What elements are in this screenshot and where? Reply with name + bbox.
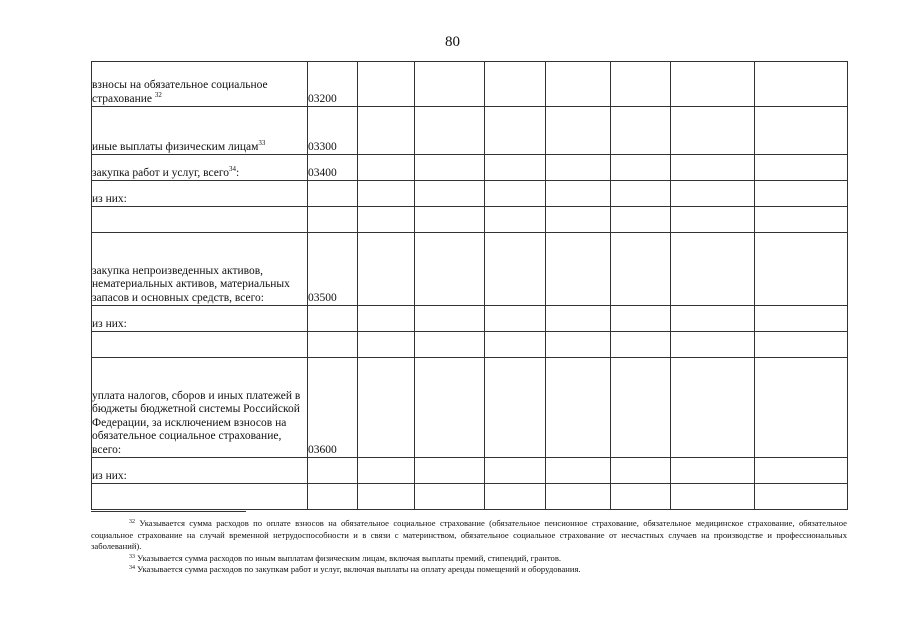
row-label	[92, 155, 308, 181]
value-cell	[671, 458, 755, 484]
value-cell	[485, 181, 546, 207]
value-cell	[755, 233, 848, 306]
value-cell	[671, 233, 755, 306]
row-label	[92, 207, 308, 233]
row-code	[308, 181, 358, 207]
row-code	[308, 332, 358, 358]
value-cell	[546, 181, 611, 207]
table-row	[92, 62, 848, 107]
value-cell	[415, 62, 485, 107]
value-cell	[611, 306, 671, 332]
value-cell	[755, 207, 848, 233]
value-cell	[671, 181, 755, 207]
table-row	[92, 233, 848, 306]
row-subheading	[92, 458, 308, 484]
value-cell	[755, 484, 848, 510]
value-cell	[358, 207, 415, 233]
table-row	[92, 207, 848, 233]
footnote	[91, 553, 847, 565]
value-cell	[485, 484, 546, 510]
value-cell	[671, 62, 755, 107]
value-cell	[358, 332, 415, 358]
row-label-text: из них:	[92, 469, 127, 482]
value-cell	[671, 155, 755, 181]
value-cell	[755, 332, 848, 358]
value-cell	[755, 358, 848, 458]
value-cell	[755, 306, 848, 332]
row-label	[92, 233, 308, 306]
value-cell	[415, 181, 485, 207]
value-cell	[546, 207, 611, 233]
value-cell	[546, 484, 611, 510]
value-cell	[611, 207, 671, 233]
table-row	[92, 107, 848, 155]
row-label-text: закупка непроизведенных активов, нематериальных активов, материальных запасов и основных средств, всего:	[92, 264, 290, 304]
value-cell	[485, 155, 546, 181]
row-label	[92, 107, 308, 155]
row-label-text: закупка работ и услуг, всего	[92, 166, 230, 179]
table-row	[92, 155, 848, 181]
value-cell	[358, 181, 415, 207]
value-cell	[671, 107, 755, 155]
value-cell	[671, 207, 755, 233]
value-cell	[358, 62, 415, 107]
value-cell	[485, 207, 546, 233]
value-cell	[358, 306, 415, 332]
row-subheading	[92, 181, 308, 207]
value-cell	[415, 458, 485, 484]
value-cell	[485, 358, 546, 458]
footnote	[91, 564, 847, 576]
value-cell	[358, 358, 415, 458]
value-cell	[358, 155, 415, 181]
page-number: 80	[445, 34, 460, 50]
row-label	[92, 62, 308, 107]
value-cell	[755, 107, 848, 155]
value-cell	[546, 233, 611, 306]
value-cell	[755, 62, 848, 107]
footnote-ref: 32	[154, 90, 162, 99]
row-code	[308, 207, 358, 233]
row-code: 03500	[308, 233, 358, 306]
row-label	[92, 332, 308, 358]
value-cell	[415, 484, 485, 510]
value-cell	[485, 332, 546, 358]
table-row	[92, 306, 848, 332]
value-cell	[671, 484, 755, 510]
value-cell	[485, 458, 546, 484]
value-cell	[671, 358, 755, 458]
value-cell	[611, 233, 671, 306]
value-cell	[611, 62, 671, 107]
footnote-separator	[91, 511, 246, 512]
value-cell	[546, 458, 611, 484]
table-row	[92, 181, 848, 207]
value-cell	[755, 181, 848, 207]
row-label-suffix: :	[236, 166, 240, 179]
table-row	[92, 358, 848, 458]
row-label	[92, 484, 308, 510]
value-cell	[546, 332, 611, 358]
value-cell	[485, 62, 546, 107]
row-code: 03600	[308, 358, 358, 458]
footnote-number: 34	[129, 565, 135, 572]
row-code: 03400	[308, 155, 358, 181]
footnote	[91, 518, 847, 553]
value-cell	[415, 233, 485, 306]
row-code: 03300	[308, 107, 358, 155]
value-cell	[485, 233, 546, 306]
value-cell	[546, 62, 611, 107]
value-cell	[415, 155, 485, 181]
footnote-text: Указывается сумма расходов по закупкам работ и услуг, включая выплаты на оплату аренды помещений и оборудования.	[137, 564, 581, 575]
row-code	[308, 306, 358, 332]
value-cell	[358, 458, 415, 484]
value-cell	[546, 155, 611, 181]
value-cell	[611, 458, 671, 484]
value-cell	[415, 306, 485, 332]
row-code: 03200	[308, 62, 358, 107]
value-cell	[415, 107, 485, 155]
footnote-number: 32	[129, 519, 135, 525]
footnote-ref: 33	[258, 138, 266, 147]
value-cell	[671, 306, 755, 332]
value-cell	[415, 332, 485, 358]
value-cell	[546, 306, 611, 332]
row-label-text: взносы на обязательное социальное страхование	[92, 79, 268, 105]
row-subheading	[92, 306, 308, 332]
row-label-text: из них:	[92, 317, 127, 330]
row-label	[92, 358, 308, 458]
row-code	[308, 458, 358, 484]
value-cell	[671, 332, 755, 358]
value-cell	[358, 107, 415, 155]
table-row	[92, 332, 848, 358]
table-row	[92, 458, 848, 484]
footnote-number: 33	[129, 553, 135, 560]
value-cell	[611, 484, 671, 510]
report-table	[91, 61, 848, 510]
footnote-ref: 34	[229, 164, 237, 173]
value-cell	[546, 107, 611, 155]
value-cell	[611, 181, 671, 207]
value-cell	[485, 107, 546, 155]
value-cell	[485, 306, 546, 332]
table-row	[92, 484, 848, 510]
value-cell	[611, 358, 671, 458]
value-cell	[755, 155, 848, 181]
value-cell	[611, 332, 671, 358]
value-cell	[358, 484, 415, 510]
value-cell	[755, 458, 848, 484]
value-cell	[415, 207, 485, 233]
value-cell	[358, 233, 415, 306]
footnote-text: Указывается сумма расходов по иным выплатам физическим лицам, включая выплаты премий, стипендий, грантов.	[137, 552, 562, 563]
value-cell	[611, 107, 671, 155]
footnotes	[91, 518, 847, 576]
footnote-text: Указывается сумма расходов по оплате взносов на обязательное социальное страхование (обязательное пенсионное страхование, обязательное медицинское страхование, обязательное социальное страхование на случай временной нетрудоспособности и в связи с материнством, обязательное социальное страхование от несчастных случаев на производстве и профессиональных заболеваний).	[91, 518, 847, 552]
row-label-text: из них:	[92, 192, 127, 205]
value-cell	[415, 358, 485, 458]
value-cell	[546, 358, 611, 458]
row-label-text: уплата налогов, сборов и иных платежей в бюджеты бюджетной системы Российской Федерации, за исключением взносов на обязательное социальное страхование, всего:	[92, 389, 301, 456]
value-cell	[611, 155, 671, 181]
row-code	[308, 484, 358, 510]
row-label-text: иные выплаты физическим лицам	[92, 140, 259, 153]
